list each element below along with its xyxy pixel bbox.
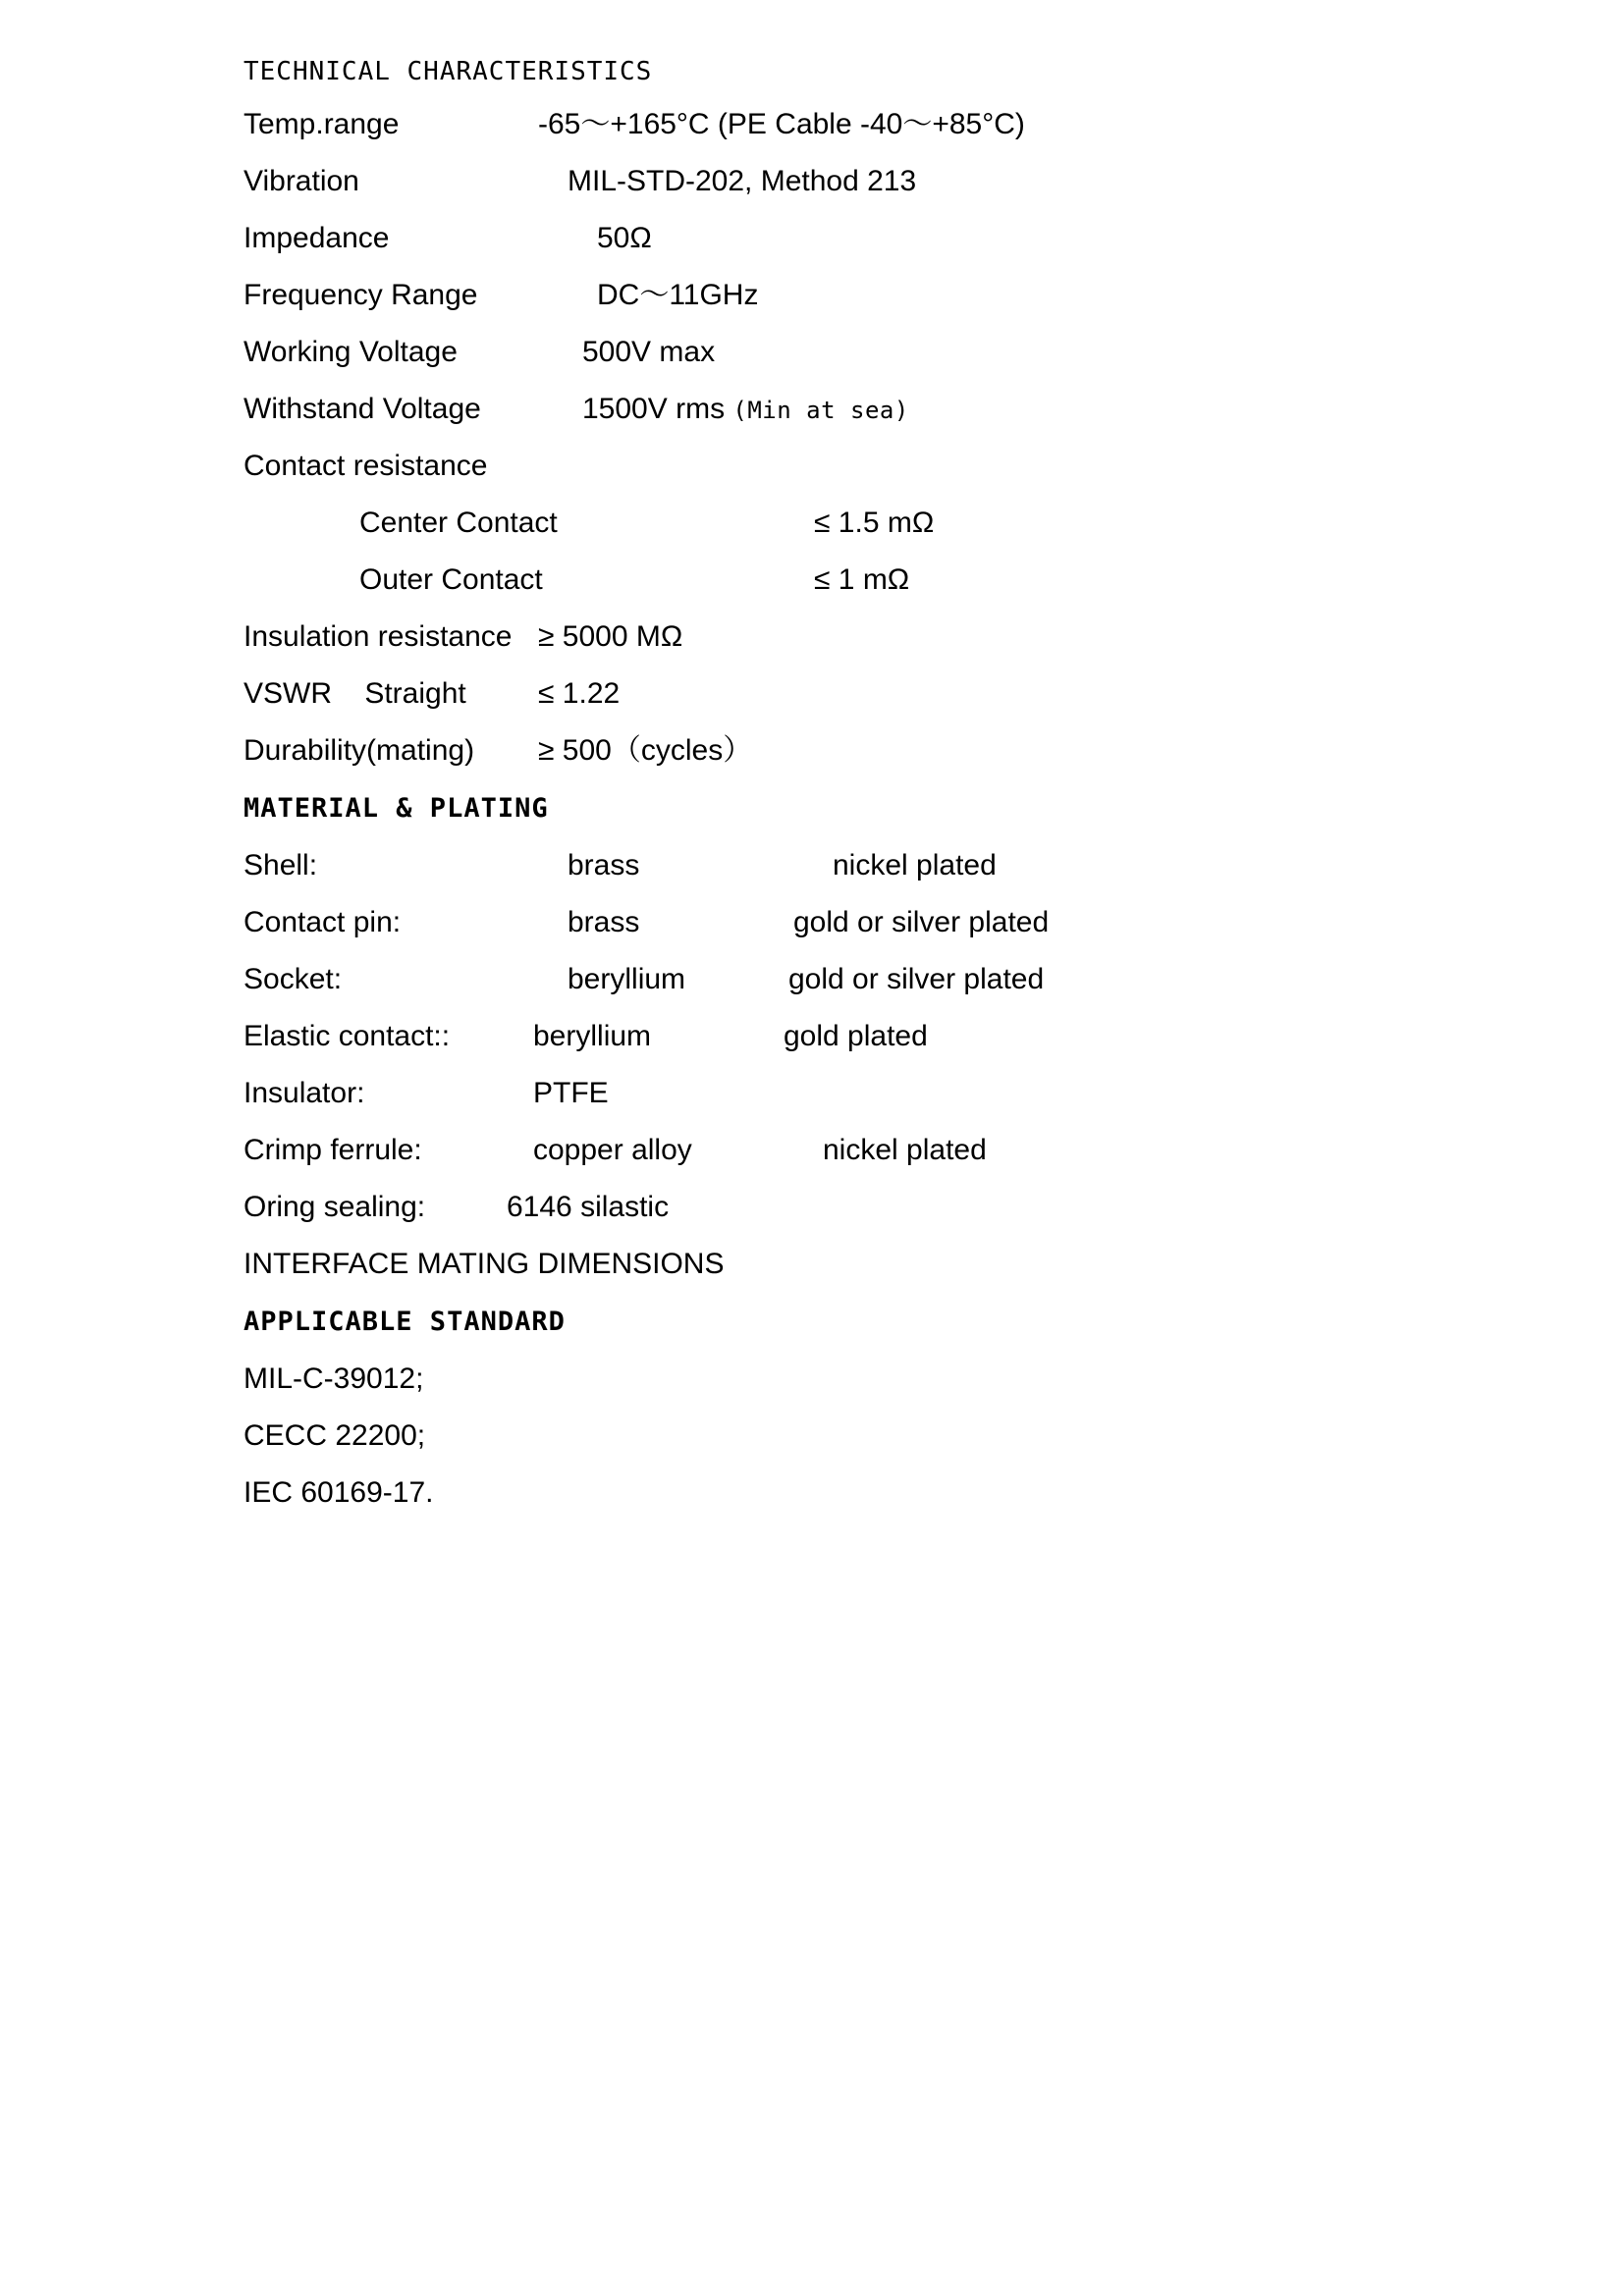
material-row — [244, 965, 1506, 994]
spec-value: ≤ 1.5 mΩ — [814, 507, 935, 539]
spec-label: Frequency Range — [244, 279, 478, 311]
spec-value: -65～+165°C (PE Cable -40～+85°C) — [538, 108, 1025, 140]
spec-value: ≤ 1.22 — [538, 677, 621, 710]
spec-row — [244, 736, 1506, 766]
spec-row — [244, 224, 1506, 253]
spec-value: 1500V rms — [582, 393, 733, 425]
contact-resistance-label: Contact resistance — [244, 450, 488, 482]
material-value: copper alloy — [533, 1134, 692, 1166]
material-label: Crimp ferrule: — [244, 1134, 422, 1166]
spec-row — [244, 395, 1506, 424]
spec-row — [244, 167, 1506, 196]
plating-value: gold plated — [784, 1020, 928, 1052]
spec-label: Withstand Voltage — [244, 393, 481, 425]
spec-label: Insulation resistance — [244, 620, 513, 653]
heading-applicable-standard: APPLICABLE STANDARD — [244, 1307, 566, 1337]
spec-label: Center Contact — [359, 507, 558, 539]
heading-interface-mating-dimensions: INTERFACE MATING DIMENSIONS — [244, 1248, 725, 1280]
material-label: Socket: — [244, 963, 343, 995]
material-row — [244, 908, 1506, 937]
spec-value: 50Ω — [597, 222, 652, 254]
heading-technical-characteristics: TECHNICAL CHARACTERISTICS — [244, 57, 653, 86]
material-row — [244, 1022, 1506, 1051]
plating-value: gold or silver plated — [788, 963, 1045, 995]
spec-value: 500V max — [582, 336, 716, 368]
material-value: 6146 silastic — [507, 1191, 670, 1223]
spec-row — [244, 622, 1506, 652]
material-row — [244, 1079, 1506, 1108]
spec-row — [244, 110, 1506, 139]
material-row — [244, 1136, 1506, 1165]
spec-row — [244, 679, 1506, 709]
spec-row — [244, 508, 1506, 538]
material-row — [244, 1193, 1506, 1222]
material-label: Elastic contact:: — [244, 1020, 451, 1052]
spec-label: Impedance — [244, 222, 390, 254]
spec-row — [244, 565, 1506, 595]
spec-label: Outer Contact — [359, 563, 543, 596]
material-label: Contact pin: — [244, 906, 402, 938]
spec-value: ≤ 1 mΩ — [814, 563, 910, 596]
spec-label: Durability(mating) — [244, 734, 475, 767]
spec-label: VSWR Straight — [244, 677, 466, 710]
standard-item: MIL-C-39012; — [244, 1362, 424, 1395]
plating-value: nickel plated — [823, 1134, 987, 1166]
spec-label: Working Voltage — [244, 336, 458, 368]
spec-label: Vibration — [244, 165, 359, 197]
material-label: Shell: — [244, 849, 318, 881]
material-value: beryllium — [568, 963, 686, 995]
spec-value: DC～11GHz — [597, 279, 759, 311]
spec-value: ≥ 5000 MΩ — [538, 620, 683, 653]
spec-row — [244, 338, 1506, 367]
spec-value-note: (Min at sea) — [732, 397, 909, 424]
material-value: beryllium — [533, 1020, 652, 1052]
plating-value: nickel plated — [833, 849, 997, 881]
heading-material-plating: MATERIAL & PLATING — [244, 793, 549, 824]
spec-value: MIL-STD-202, Method 213 — [568, 165, 917, 197]
standard-item: CECC 22200; — [244, 1419, 426, 1452]
material-label: Oring sealing: — [244, 1191, 426, 1223]
material-value: PTFE — [533, 1077, 609, 1109]
plating-value: gold or silver plated — [793, 906, 1050, 938]
standard-item: IEC 60169-17. — [244, 1476, 434, 1509]
spec-label: Temp.range — [244, 108, 400, 140]
spec-value: ≥ 500（cycles） — [538, 734, 753, 767]
material-value: brass — [568, 906, 640, 938]
material-value: brass — [568, 849, 640, 881]
material-row — [244, 851, 1506, 881]
material-label: Insulator: — [244, 1077, 365, 1109]
spec-row — [244, 281, 1506, 310]
